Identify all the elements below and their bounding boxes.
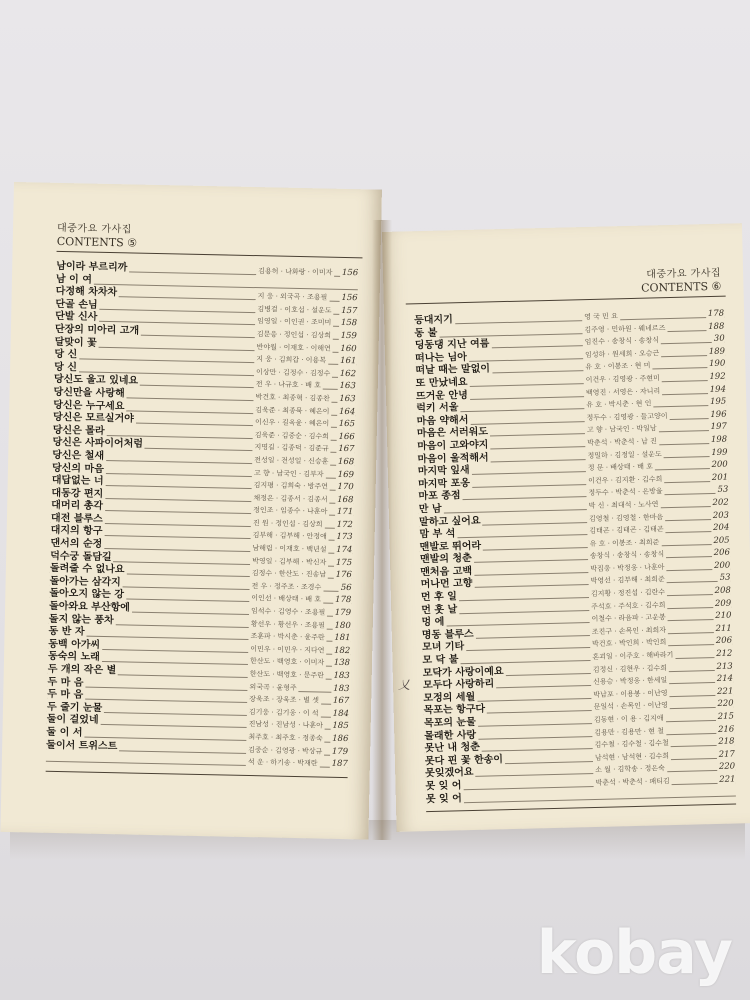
toc-page-number: 220 [715, 698, 734, 711]
toc-page-number: 169 [336, 468, 354, 481]
left-page [0, 182, 382, 840]
toc-page-number: 216 [716, 723, 735, 736]
toc-title: 돌아와요 부산항에 [49, 600, 130, 614]
toc-credit: 임진수 · 송창식 · 송창식 [583, 334, 662, 349]
toc-page-number: 202 [710, 497, 729, 510]
right-header-title: 대중가요 가사집 [646, 267, 722, 281]
toc-page-number: 163 [337, 393, 355, 406]
toc-title: 목포는 항구다 [424, 704, 488, 718]
left-header-contents: CONTENTS ⑤ [56, 234, 138, 250]
toc-credit: 김욱준 · 최종묵 · 혜은이 [253, 404, 331, 418]
toc-leader-line [426, 795, 736, 804]
toc-credit: 조훈파 · 박시춘 · 윤주란 [248, 630, 326, 644]
toc-title: 댄서의 순정 [50, 537, 103, 550]
toc-credit: 정 문 · 배상태 · 배 호 [586, 461, 655, 475]
toc-page-number: 171 [335, 506, 353, 519]
toc-credit: 황선우 · 황선우 · 조용필 [249, 618, 327, 632]
right-header-rule [406, 296, 726, 305]
toc-title: 다정해 차차차 [55, 286, 118, 299]
toc-title: 모 닥 불 [422, 654, 460, 668]
toc-page-number: 221 [717, 773, 736, 786]
toc-page-number: 172 [335, 519, 353, 532]
toc-page-number: 166 [336, 431, 354, 444]
toc-title: 머나먼 고향 [421, 578, 475, 592]
toc-title: 두 개의 작은 별 [47, 663, 117, 677]
toc-page-number: 181 [332, 632, 350, 645]
toc-title: 돌아오지 않는 강 [49, 588, 125, 601]
toc-credit: 박남포 · 이용봉 · 이난영 [591, 687, 670, 702]
toc-page-number: 192 [707, 371, 726, 384]
left-header-title: 대중가요 가사집 [56, 222, 132, 236]
toc-credit: 정인조 · 임종수 · 나훈아 [251, 504, 329, 518]
toc-title: 돌아가는 삼각지 [49, 575, 121, 589]
toc-credit: 송창식 · 송창식 · 송창식 [588, 548, 667, 563]
toc-credit: 박춘석 · 박춘석 · 패티김 [593, 775, 672, 790]
toc-credit: 이상만 · 김정수 · 김정수 [254, 366, 332, 380]
toc-credit: 김용허 · 나화랑 · 이미자 [256, 265, 334, 279]
toc-title: 못 잊 어 [425, 780, 463, 794]
toc-credit: 이신우 · 길옥윤 · 혜은이 [253, 416, 331, 430]
toc-title: 등대지기 [414, 314, 455, 328]
toc-page-number: 168 [335, 493, 353, 506]
toc-title: 당신은 모르실거야 [52, 411, 134, 425]
toc-page-number: 163 [337, 380, 355, 393]
toc-credit: 문일석 · 손목인 · 이난영 [592, 700, 671, 715]
left-toc-list [46, 261, 358, 771]
toc-title: 모닥가 사랑이예요 [423, 666, 506, 681]
toc-page-number: 183 [331, 682, 349, 695]
toc-page-number: 194 [708, 383, 727, 396]
toc-page-number: 173 [334, 531, 352, 544]
toc-title: 당신은 사파이어처럼 [52, 437, 144, 451]
toc-page-number: 213 [714, 660, 733, 673]
toc-title: 모정의 세월 [423, 692, 477, 706]
toc-title: 딩동댕 지난 여름 [415, 339, 492, 353]
toc-credit: 장욱조 · 장욱조 · 별 셋 [247, 693, 321, 707]
toc-credit: 임석수 · 김영수 · 조용필 [249, 605, 327, 619]
toc-title: 당신만을 사랑해 [53, 386, 125, 400]
toc-page-number: 178 [706, 308, 725, 321]
toc-credit: 김지황 · 정진섭 · 김란수 [589, 586, 668, 601]
toc-credit: 남석현 · 남석현 · 김수희 [593, 750, 672, 765]
right-header-contents: CONTENTS ⑥ [640, 279, 722, 295]
toc-title: 명동 블루스 [422, 629, 476, 643]
toc-credit: 김부해 · 김부해 · 안정애 [251, 530, 329, 544]
toc-title: 대머리 총각 [51, 500, 104, 513]
toc-page-number: 176 [333, 569, 351, 582]
toc-title: 뜨거운 안녕 [416, 389, 470, 403]
toc-page-number: 156 [340, 267, 358, 280]
toc-credit: 정두수 · 김영광 · 들고양이 [584, 410, 669, 425]
toc-credit: 박영일 · 김부해 · 박신자 [250, 555, 328, 569]
toc-page-number: 183 [331, 670, 349, 683]
toc-credit: 백영진 · 서영은 · 자니리 [584, 385, 663, 400]
toc-title: 단골 손님 [55, 298, 98, 311]
toc-credit: 박건호 · 박인희 · 박인희 [590, 637, 669, 652]
toc-credit: 고 향 · 남국인 · 박일남 [585, 423, 659, 437]
toc-title: 당 신 [54, 361, 78, 374]
toc-credit: 진 원 · 정인섭 · 김상희 [251, 517, 325, 531]
toc-page-number: 161 [338, 355, 356, 368]
toc-page-number: 182 [332, 645, 350, 658]
toc-credit: 김수철 · 김수철 · 김수철 [592, 737, 671, 752]
toc-title: 먼 후 일 [421, 591, 459, 605]
toc-page-number: 185 [330, 720, 348, 733]
right-toc-list [414, 308, 736, 807]
toc-credit: 영 국 민 요 [582, 310, 620, 324]
toc-credit: 외국곡 · 윤형주 [247, 681, 299, 695]
toc-credit: 박영선 · 김부해 · 최희준 [588, 574, 667, 589]
toc-credit: 한산도 · 백영호 · 문주란 [248, 668, 326, 682]
toc-title: 못 잊 어 [426, 793, 464, 807]
toc-title: 둘 이 서 [46, 726, 83, 739]
toc-credit: 김용만 · 김용만 · 현 철 [592, 725, 666, 739]
toc-page-number: 174 [334, 544, 352, 557]
toc-title: 덕수궁 돌담길 [50, 550, 112, 563]
toc-page-number: 184 [331, 708, 349, 721]
kobay-watermark: kobay [536, 918, 732, 988]
toc-title: 동 반 자 [48, 626, 85, 638]
toc-page-number: 210 [713, 610, 732, 623]
toc-title: 럭키 서울 [416, 402, 460, 416]
toc-page-number: 199 [709, 446, 728, 459]
toc-page-number: 187 [330, 758, 348, 771]
toc-credit: 진남성 · 진남성 · 나훈아 [247, 718, 325, 732]
toc-credit: 박집웅 · 박정웅 · 나훈아 [588, 561, 667, 576]
toc-title: 당 신 [54, 349, 78, 361]
toc-page-number: 204 [711, 522, 730, 535]
toc-title: 두 줄기 눈물 [46, 701, 103, 714]
toc-credit: 김지평 · 김희숙 · 방주연 [252, 479, 330, 493]
toc-page-number: 164 [337, 405, 355, 418]
toc-title: 남 이 여 [55, 273, 93, 286]
toc-title: 마음이 울적해서 [417, 452, 490, 466]
toc-title: 둘이 걸었네 [46, 714, 99, 727]
toc-credit: 전 우 · 나규호 · 배 호 [254, 378, 323, 392]
toc-page-number: 138 [332, 657, 350, 670]
toc-credit: 이건우 · 김영광 · 주현미 [584, 372, 663, 387]
toc-page-number: 53 [715, 484, 728, 497]
toc-credit: 소 월 · 김학송 · 정은숙 [593, 763, 667, 777]
toc-page-number: 214 [715, 673, 734, 686]
toc-credit: 최주호 · 최주호 · 정종숙 [246, 731, 324, 745]
toc-page-number: 220 [717, 761, 736, 774]
toc-page-number: 221 [715, 685, 734, 698]
toc-credit: 유 호 · 이봉조 · 현 미 [583, 360, 652, 374]
toc-page-number: 212 [714, 648, 733, 661]
toc-title: 당신은 누구세요 [53, 399, 125, 412]
toc-page-number: 179 [330, 745, 348, 758]
toc-title: 대답없는 너 [51, 474, 104, 488]
toc-credit: 정두수 · 박춘석 · 은방울 [586, 485, 665, 500]
toc-page-number: 205 [711, 534, 730, 547]
toc-credit: 이인선 · 배상태 · 배 호 [249, 592, 323, 606]
toc-credit: 이철수 · 라음파 · 고운봉 [589, 611, 668, 626]
toc-title: 목포의 눈물 [424, 717, 478, 731]
toc-title: 맨발로 뛰어라 [420, 540, 484, 554]
toc-title: 동 불 [414, 327, 439, 340]
right-page [382, 223, 750, 832]
toc-page-number: 218 [716, 736, 735, 749]
toc-title: 달맞이 꽃 [54, 336, 97, 349]
toc-page-number: 186 [330, 733, 348, 746]
toc-title: 단장의 미아리 고개 [54, 323, 140, 337]
toc-credit: 신용승 · 박정웅 · 한세일 [591, 674, 670, 689]
toc-credit: 김병걸 · 이호섭 · 설운도 [255, 303, 333, 317]
toc-page-number: 198 [709, 434, 728, 447]
toc-page-number: 56 [339, 582, 352, 595]
toc-credit: 임영일 · 이인권 · 조미미 [255, 315, 333, 329]
toc-title: 두 마 음 [47, 688, 84, 701]
toc-title: 만 남 [419, 503, 444, 516]
toc-page-number: 206 [714, 635, 733, 648]
toc-credit: 김욱준 · 김중순 · 김수희 [253, 429, 331, 443]
toc-credit: 이민우 · 이민우 · 지다연 [248, 643, 326, 657]
toc-title: 먼 훗 날 [421, 604, 459, 618]
toc-credit: 김정수 · 한산도 · 진송남 [250, 567, 328, 581]
toc-title: 단발 신사 [55, 311, 98, 324]
toc-page-number: 200 [712, 559, 731, 572]
toc-title: 대전 블루스 [50, 512, 103, 525]
toc-page-number: 162 [338, 368, 356, 381]
toc-page-number: 195 [708, 396, 727, 409]
left-footer-rule [46, 771, 348, 778]
toc-page-number: 201 [710, 471, 729, 484]
toc-credit: 주석호 · 주석호 · 김수희 [589, 599, 668, 614]
toc-credit: 채정은 · 김종서 · 김종서 [251, 492, 329, 506]
toc-page-number: 203 [711, 509, 730, 522]
toc-page-number: 156 [339, 292, 357, 305]
toc-title: 마지막 포옹 [418, 478, 472, 492]
toc-page-number: 206 [712, 547, 731, 560]
toc-page-number: 209 [713, 597, 732, 610]
toc-credit: 반야월 · 이재호 · 이해연 [254, 341, 332, 355]
toc-title: 당신은 몰라 [52, 424, 105, 437]
toc-title: 동숙의 노래 [47, 651, 100, 664]
toc-title: 대지의 항구 [50, 525, 103, 538]
toc-credit: 남해림 · 이재호 · 백년설 [250, 542, 328, 556]
toc-title: 또 만났네요 [416, 377, 470, 391]
toc-credit: 이건우 · 김지환 · 김수희 [586, 473, 665, 488]
toc-title: 떠날 때는 말없이 [415, 364, 492, 378]
toc-title: 마음은 서러워도 [417, 427, 490, 441]
toc-credit: 한산도 · 백영호 · 이미자 [248, 655, 326, 669]
toc-credit: 조진구 · 손목인 · 최희자 [590, 624, 669, 639]
toc-page-number: 165 [337, 418, 355, 431]
toc-credit: 지 웅 · 외국곡 · 조용필 [256, 290, 330, 304]
toc-credit: 유 호 · 이봉조 · 최희준 [588, 536, 662, 550]
toc-credit: 임성하 · 원세희 · 오승근 [583, 347, 662, 362]
toc-credit: 김기웅 · 김기웅 · 이 석 [247, 706, 321, 720]
toc-page-number: 167 [336, 443, 354, 456]
toc-title: 당신도 울고 있네요 [53, 374, 139, 387]
toc-credit: 박춘석 · 박춘석 · 남 진 [585, 435, 659, 449]
toc-title: 남이라 부르리까 [56, 260, 128, 274]
toc-page-number: 188 [706, 320, 725, 333]
toc-page-number: 189 [707, 345, 726, 358]
toc-credit: 고 향 · 남국인 · 김부자 [252, 467, 326, 481]
toc-page-number: 160 [338, 342, 356, 355]
toc-credit: 김태곤 · 김태곤 · 김태곤 [587, 523, 666, 538]
toc-page-number: 180 [332, 619, 350, 632]
toc-page-number: 196 [708, 408, 727, 421]
toc-page-number: 200 [709, 459, 728, 472]
toc-title: 대동강 편지 [51, 487, 104, 500]
toc-title: 당신의 마음 [51, 462, 104, 475]
toc-page-number: 190 [707, 358, 726, 371]
toc-page-number: 30 [712, 333, 725, 346]
toc-title: 못난 내 청춘 [425, 742, 483, 756]
toc-title: 모두다 사랑하리 [423, 679, 496, 693]
toc-title: 못다 핀 꽃 한송이 [425, 754, 505, 769]
left-header-rule [57, 251, 363, 258]
toc-title: 말하고 싶어요 [419, 515, 483, 529]
toc-credit: 석 운 · 하기송 · 박재란 [246, 756, 320, 770]
toc-page-number: 157 [339, 305, 357, 318]
toc-credit: 지 웅 · 김희갑 · 이용복 [254, 353, 328, 367]
toc-credit: 김영철 · 김영철 · 한마음 [587, 511, 666, 526]
toc-page-number: 179 [333, 607, 351, 620]
toc-title: 맨발의 청춘 [420, 553, 474, 567]
toc-page-number: 175 [334, 556, 352, 569]
toc-page-number: 53 [718, 572, 731, 585]
toc-credit: 지명길 · 김종덕 · 김준규 [252, 441, 330, 455]
toc-page-number: 208 [712, 585, 731, 598]
toc-page-number: 217 [716, 748, 735, 761]
handwritten-mark: 乂 [398, 678, 411, 692]
toc-page-number: 168 [336, 456, 354, 469]
toc-page-number: 215 [716, 711, 735, 724]
toc-credit: 혼괴일 · 이주호 · 해바라기 [590, 649, 675, 664]
toc-page-number: 178 [333, 594, 351, 607]
toc-title: 마음 약해서 [417, 415, 471, 429]
toc-credit: 전 우 · 정주조 · 조경수 [249, 580, 323, 594]
toc-credit: 김중순 · 김영광 · 박상규 [246, 744, 324, 758]
toc-title: 맨처음 고백 [420, 566, 474, 580]
toc-title: 멍 에 [421, 617, 446, 630]
toc-title: 마포 종점 [418, 490, 462, 504]
toc-title: 돌지 않는 풍차 [48, 613, 114, 626]
toc-title: 몰래한 사랑 [424, 729, 478, 743]
toc-credit: 정밀하 · 김정일 · 설운도 [585, 448, 664, 463]
toc-credit: 김동현 · 이 용 · 김지애 [592, 712, 666, 726]
toc-page-number: 211 [713, 622, 732, 635]
toc-title: 못잊겠어요 [425, 767, 476, 781]
toc-title: 당신은 철새 [52, 449, 105, 462]
toc-title: 동백 아가씨 [48, 638, 101, 651]
toc-credit: 박건호 · 최종혁 · 김종찬 [253, 391, 331, 405]
toc-credit: 유 호 · 박시춘 · 현 인 [584, 398, 653, 412]
toc-title: 떠나는 님아 [415, 352, 469, 366]
toc-page-number: 167 [331, 695, 349, 708]
toc-credit: 전성일 · 전성일 · 신승훈 [252, 454, 330, 468]
toc-credit: 박 신 · 최대석 · 노사연 [587, 498, 661, 512]
toc-page-number: 159 [338, 330, 356, 343]
toc-credit: 김정신 · 김현우 · 김수희 [591, 662, 670, 677]
book-gutter [372, 220, 392, 840]
toc-title: 모녀 기타 [422, 642, 466, 656]
toc-title: 마음이 고와야지 [417, 439, 490, 453]
toc-page-number: 197 [708, 421, 727, 434]
toc-credit: 김문응 · 정인섭 · 김상희 [255, 328, 333, 342]
toc-title: 둘이서 트위스트 [46, 739, 118, 752]
toc-title: 마지막 잎새 [418, 465, 472, 479]
toc-title: 맘 부 석 [419, 528, 457, 542]
toc-page-number: 158 [339, 317, 357, 330]
toc-page-number: 170 [335, 481, 353, 494]
toc-title: 돌려줄 수 없나요 [49, 563, 125, 576]
toc-title: 두 마 음 [47, 676, 84, 689]
toc-credit: 김주영 · 민하원 · 웨네르즈 [582, 322, 667, 337]
